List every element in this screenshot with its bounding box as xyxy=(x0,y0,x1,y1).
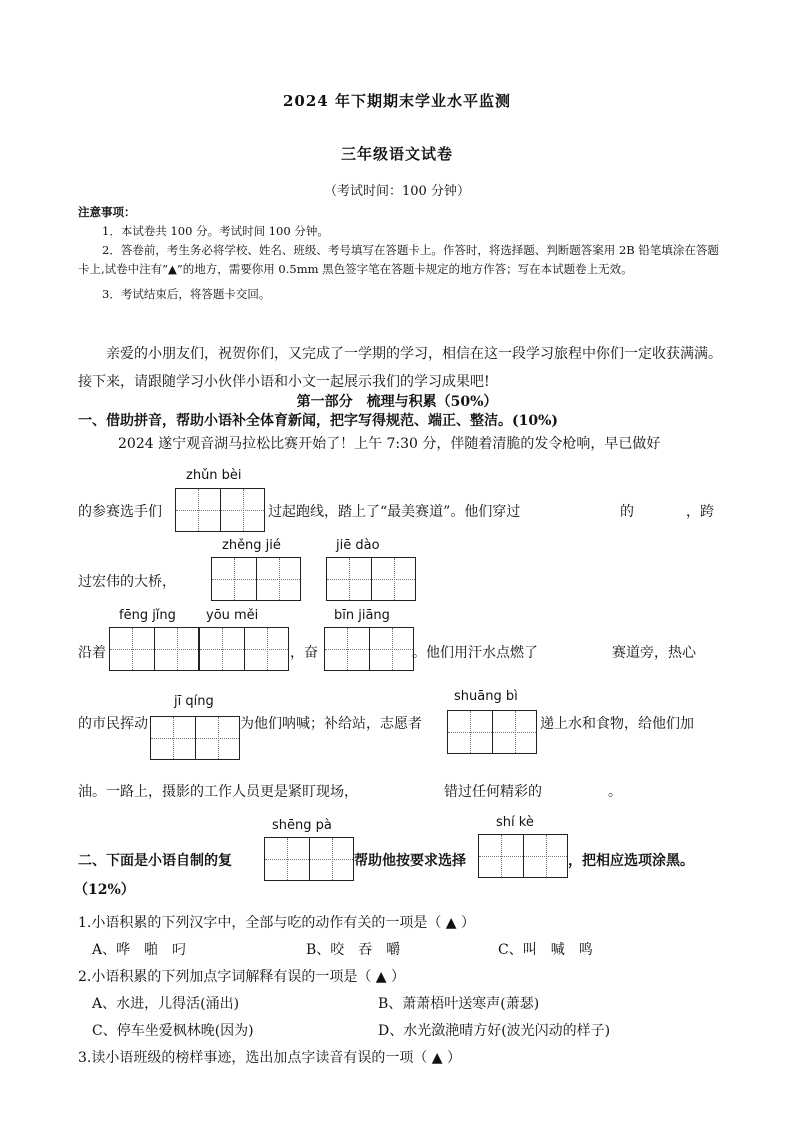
q1-line-5c: 递上水和食物，给他们加 xyxy=(540,716,694,732)
q1-line-2c: 的 xyxy=(620,504,634,520)
exam-subtitle: 三年级语文试卷 xyxy=(340,145,453,163)
q1-line-5b: 为他们呐喊；补给站，志愿者 xyxy=(240,716,422,732)
pinyin-shike: shí kè xyxy=(496,815,534,830)
question-3-stem: 3.读小语班级的榜样事迹，选出加点字读音有误的一项（ ▲ ） xyxy=(78,1050,462,1066)
question-2-option-b[interactable]: B、萧萧梧叶送寒声(萧瑟) xyxy=(378,996,540,1012)
q1-line-4b: ，奋 xyxy=(290,645,318,661)
q2-heading-b: 帮助他按要求选择 xyxy=(354,853,466,869)
pinyin-youmei: yōu měi xyxy=(206,608,259,623)
q1-line-6a: 油。一路上，摄影的工作人员更是紧盯现场， xyxy=(78,784,358,800)
pinyin-jiedao: jiē dào xyxy=(336,538,380,553)
q1-line-4d: 赛道旁，热心 xyxy=(612,645,696,661)
question-2-stem: 2.小语积累的下列加点字词解释有误的一项是（ ▲ ） xyxy=(78,969,406,985)
question-1-stem: 1.小语积累的下列汉字中，全部与吃的动作有关的一项是（ ▲ ） xyxy=(78,915,476,931)
answer-box-shike[interactable] xyxy=(478,834,568,878)
answer-box-jiqing[interactable] xyxy=(150,716,240,760)
part1-heading: 第一部分 梳理与积累（50%） xyxy=(296,394,498,410)
question-2-option-a[interactable]: A、水进，儿得活(涌出) xyxy=(92,996,240,1012)
q1-line-6b: 错过任何精彩的 xyxy=(444,784,542,800)
q1-line-1: 2024 遂宁观音湖马拉松比赛开始了！上午 7:30 分，伴随着清脆的发令枪响，早已做好 xyxy=(118,436,661,452)
q1-line-6c: 。 xyxy=(608,784,622,800)
q1-line-2b: 过起跑线，踏上了“最美赛道”。他们穿过 xyxy=(268,504,521,520)
q1-line-4a: 沿着 xyxy=(78,645,106,661)
exam-title: 2024 年下期期末学业水平监测 xyxy=(283,92,511,110)
question-2-option-d[interactable]: D、水光潋滟晴方好(波光闪动的样子) xyxy=(378,1023,611,1039)
pinyin-zhunbei: zhǔn bèi xyxy=(186,468,242,483)
note-item-2: 2．答卷前，考生务必将学校、姓名、班级、考号填写在答题卡上。作答时，将选择题、判断题答案用 2B 铅笔填涂在答题卡上,试卷中注有“▲”的地方，需要你用 0.5mm 黑色签字笔在答题卡规定的地方作答；写在本试题卷上无效。 xyxy=(78,243,719,276)
question-1-option-a[interactable]: A、哗 啪 叼 xyxy=(92,942,187,958)
question-2-option-c[interactable]: C、停车坐爱枫林晚(因为) xyxy=(92,1023,254,1039)
notes-section xyxy=(78,203,728,304)
q2-weight: （12%） xyxy=(74,882,135,898)
answer-box-fengjing[interactable] xyxy=(109,627,199,671)
note-item-3: 3．考试结束后，将答题卡交回。 xyxy=(102,287,271,301)
answer-box-shuangbi[interactable] xyxy=(447,710,537,754)
answer-box-zhengjie[interactable] xyxy=(211,557,301,601)
pinyin-fengjing: fēng jǐng xyxy=(119,608,176,623)
pinyin-zhengjie: zhěng jié xyxy=(222,538,281,553)
answer-box-jiedao[interactable] xyxy=(326,557,416,601)
note-item-1: 1．本试卷共 100 分。考试时间 100 分钟。 xyxy=(102,224,329,238)
pinyin-jiqing: jī qíng xyxy=(174,694,214,709)
q1-line-5a: 的市民挥动 xyxy=(78,716,148,732)
answer-box-zhunbei[interactable] xyxy=(175,488,265,532)
pinyin-binjiang: bīn jiāng xyxy=(334,608,390,623)
q1-heading: 一、借助拼音，帮助小语补全体育新闻，把字写得规范、端正、整洁。(10%) xyxy=(78,413,559,429)
q2-heading-c: ，把相应选项涂黑。 xyxy=(568,853,694,869)
pinyin-shuangbi: shuāng bì xyxy=(454,689,518,704)
answer-box-youmei[interactable] xyxy=(199,627,289,671)
question-1-option-c[interactable]: C、叫 喊 鸣 xyxy=(498,942,593,958)
q1-line-2d: ，跨 xyxy=(686,504,714,520)
q1-line-3a: 过宏伟的大桥， xyxy=(78,574,176,590)
answer-box-binjiang[interactable] xyxy=(324,627,414,671)
exam-time-note: （考试时间：100 分钟） xyxy=(324,184,470,199)
q2-heading-a: 二、下面是小语自制的复 xyxy=(78,853,232,869)
question-1-option-b[interactable]: B、咬 吞 嚼 xyxy=(306,942,401,958)
intro-paragraph: 亲爱的小朋友们，祝贺你们，又完成了一学期的学习，相信在这一段学习旅程中你们一定收获满满。接下来，请跟随学习小伙伴小语和小文一起展示我们的学习成果吧! xyxy=(78,346,722,390)
answer-box-shengpa[interactable] xyxy=(264,837,354,881)
pinyin-shengpa: shēng pà xyxy=(272,818,332,833)
notes-heading: 注意事项： xyxy=(78,205,136,219)
q1-line-2a: 的参赛选手们 xyxy=(78,504,162,520)
q1-line-4c: 。他们用汗水点燃了 xyxy=(412,645,538,661)
